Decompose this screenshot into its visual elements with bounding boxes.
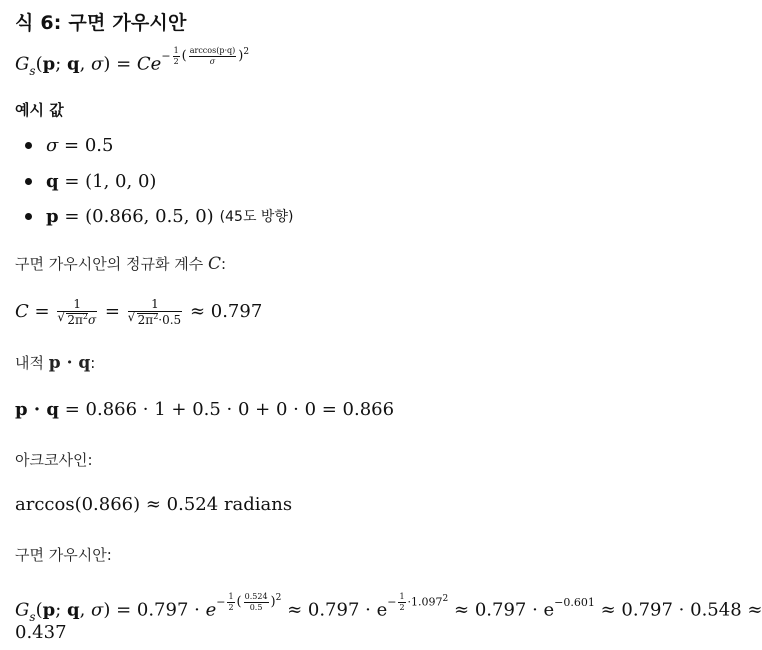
bullet-icon <box>25 178 32 185</box>
norm-fraction-2: 1 √ $2\pi^2\cdot 0.5$ <box>128 298 183 326</box>
sigma-value: σ = 0.5 <box>46 134 114 156</box>
p-value: p = (0.866, 0.5, 0) <box>46 205 214 227</box>
p-direction-note: (45도 방향) <box>219 209 294 225</box>
normalization-equation: C = 1 √ $2\pi^2\sigma$ = 1 √ $2\pi^2\cdot 0.5$ ≈ 0.797 <box>15 298 262 326</box>
formula-G: G <box>15 53 30 75</box>
normalization-label: 구면 가우시안의 정규화 계수 C: <box>15 254 227 274</box>
exponent-fraction: $\frac{\arccos(p\cdot q)}{\sigma}$ <box>189 46 236 66</box>
formula-args: (p; q, σ) <box>35 53 111 75</box>
examples-heading: 예시 값 <box>15 101 64 119</box>
formula-exponent: − $\frac{1}{2}$ ( $\frac{\arccos(p\cdot q)}{\sigma}$ )$^2$ <box>161 46 250 66</box>
final-exponent-3: −0.601 <box>554 595 595 609</box>
list-item <box>25 130 113 160</box>
bullet-icon <box>25 213 32 220</box>
page-title: 식 6: 구면 가우시안 <box>15 12 187 34</box>
final-equation: $G_s(p$; q, σ) = 0.797 · e− $\frac{1}{2}$ ( $\frac{0.524}{0.5}$ )$^2$ ≈ 0.797 · e− $\frac{1}{2}$ $\cdot 1.097^2 \approx 0.797 \cdot e-0.601 \approx 0.797 \cdot 0.548$ ≈ <box>15 592 762 624</box>
q-value: q = (1, 0, 0) <box>46 170 157 192</box>
norm-fraction-1: 1 √ $2\pi^2\sigma$ <box>57 298 97 326</box>
arccos-label: 아크코사인: <box>15 451 93 469</box>
bullet-icon <box>25 142 32 149</box>
list-item <box>25 201 293 231</box>
spherical-gaussian-formula <box>15 46 250 78</box>
formula-subscript-s: s <box>29 63 36 78</box>
dot-product-equation: p · q = 0.866 · 1 + 0.5 · 0 + 0 · 0 = 0.866 <box>15 399 395 420</box>
final-result: 0.437 <box>15 622 67 643</box>
final-exponent-2: − $\frac{1}{2}$ $\cdot 1.097^2$ <box>387 592 449 612</box>
final-exponent-1: − $\frac{1}{2}$ ( $\frac{0.524}{0.5}$ )$^2$ <box>216 592 282 612</box>
dot-product-label: 내적 p · q: <box>15 353 96 373</box>
spherical-gaussian-label: 구면 가우시안: <box>15 546 112 564</box>
formula-rhs: = Ce <box>116 53 162 75</box>
list-item <box>25 166 156 196</box>
arccos-equation: arccos(0.866) ≈ 0.524 radians <box>15 494 293 515</box>
exponent-half: $\frac{1}{2}$ <box>173 46 179 66</box>
